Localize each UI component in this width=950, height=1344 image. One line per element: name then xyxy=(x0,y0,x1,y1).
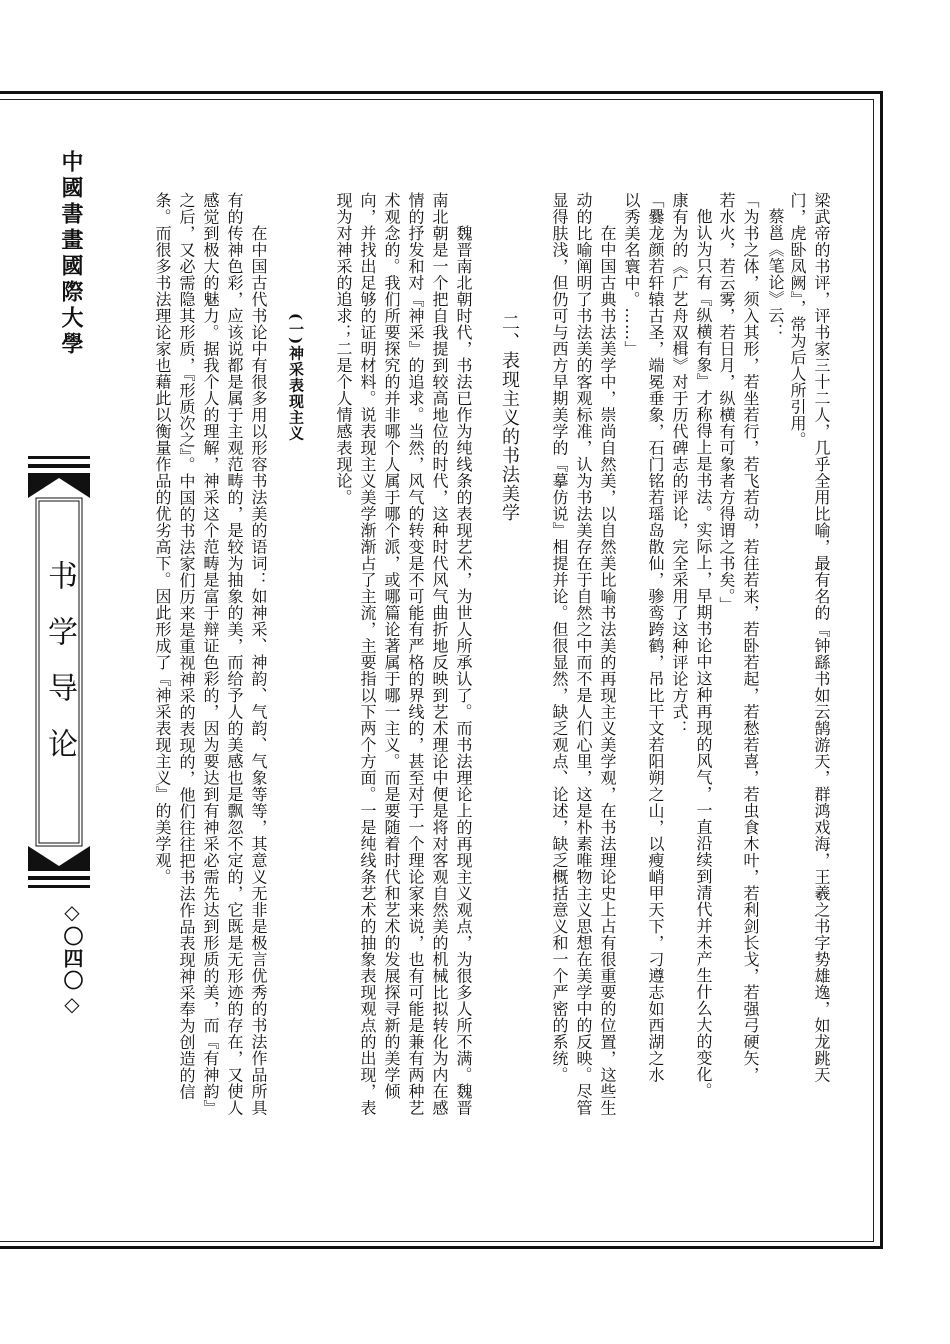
publisher-label: 中國書畫國際大學 xyxy=(58,150,84,358)
text-column: 以秀美名寰中。……」 xyxy=(622,192,641,357)
text-column: 现为对神采的追求；二是个人情感表现论。 xyxy=(334,192,353,506)
text-column: 向，并找出足够的证明材料。说表现主义美学渐渐占了主流，主要指以下两个方面。一是纯线条艺术的抽象表现观点的出现，表 xyxy=(358,192,377,1116)
text-column: 显得肤浅，但仍可与西方早期美学的『摹仿说』相提并论。但很显然，缺乏观点、论述，缺乏概括意义和一个严密的系统。 xyxy=(550,192,569,1083)
text-column: 之后，又必需隐其形质，『形质次之』。中国的书法家们历来是重视神采的表现的，他们往往把书法作品表现神采奉为创造的信 xyxy=(177,192,196,1100)
text-column: 「为书之体，须入其形，若坐若行，若飞若动，若往若来，若卧若起，若愁若喜，若虫食木叶，若利剑长戈，若强弓硬矢， xyxy=(741,192,760,1083)
text-column: 情的抒发和对『神采』的追求。当然，风气的转变是不可能有严格的界线的，甚至对于一个理论家来说，也有可能是兼有两种艺 xyxy=(406,192,425,1116)
text-column: 「爨龙颜若轩辕古圣，端冕垂象，石门铭若瑶岛散仙，骖鸾跨鹤，吊比干文若阳朔之山，以瘦峭甲天下，刁遵志如西湖之水 xyxy=(646,192,665,1083)
text-column: 术观念的。我们所要探究的并非哪个人属于哪个派，或哪篇论著属于哪一主义。而是要随着时代和艺术的发展探寻新的美学倾 xyxy=(382,192,401,1100)
text-column: 他认为只有『纵横有象』才称得上是书法。实际上，早期书论中这种再现的风气，一直沿续到清代并未产生什么大的变化。 xyxy=(694,208,713,1099)
text-column: 在中国古典书法美学中，崇尚自然美，以自然美比喻书法美的再现主义美学观，在书法理论史上占有很重要的位置，这些生 xyxy=(598,225,617,1116)
text-column: 梁武帝的书评，评书家三十二人，几乎全用比喻，最有名的『钟繇书如云鹄游天，群鸿戏海，王羲之书字势雄逸，如龙跳天 xyxy=(812,192,831,1083)
text-column: 有的传神色彩，应该说都是属于主观范畴的，是较为抽象的美，而给予人的美感也是飘忽不定的，它既是无形迹的存在，又使人 xyxy=(225,192,244,1116)
text-column: 门，虎卧凤阙』，常为后人所引用。 xyxy=(788,192,807,448)
subsection-heading: (一)神采表现主义 xyxy=(287,313,305,442)
text-column: 蔡邕《笔论》云： xyxy=(766,208,785,340)
text-column: 在中国古代书论中有很多用以形容书法美的语词：如神采、神韵、气韵、气象等等，其意义无非是极言优秀的书法作品所具 xyxy=(249,225,268,1116)
book-title-badge xyxy=(28,456,90,888)
text-column: 感觉到极大的魅力。据我个人的理解，神采这个范畴是富于辩证色彩的，因为要达到有神采必需先达到形质的美，而『有神韵』 xyxy=(201,192,220,1116)
book-title: 书学导论 xyxy=(42,560,77,784)
text-column: 条。而很多书法理论家也藉此以衡量作品的优劣高下。因此形成了『神采表现主义』的美学观。 xyxy=(153,192,172,885)
text-column: 南北朝是一个把自我提到较高地位的时代，这种时代风气曲折地反映到艺术理论中便是将对客观自然美的机械比拟转化为内在感 xyxy=(430,192,449,1116)
text-column: 动的比喻阐明了书法美的客观标准，认为书法美存在于自然之中而不是人们心里，这是朴素唯物主义思想在美学中的反映。尽管 xyxy=(574,192,593,1116)
text-column: 若水火，若云雾，若日月，纵横有可象者方得谓之书矣。」 xyxy=(717,192,736,613)
text-column: 康有为的《广艺舟双楫》对于历代碑志的评论，完全采用了这种评论方式： xyxy=(670,192,689,737)
page-number: ◇〇四〇◇ xyxy=(60,900,84,1018)
section-heading: 二、表现主义的书法美学 xyxy=(499,313,520,522)
text-column: 魏晋南北朝时代，书法已作为纯线条的表现艺术，为世人所承认了。而书法理论上的再现主义观点，为很多人所不满。魏晋 xyxy=(454,225,473,1116)
